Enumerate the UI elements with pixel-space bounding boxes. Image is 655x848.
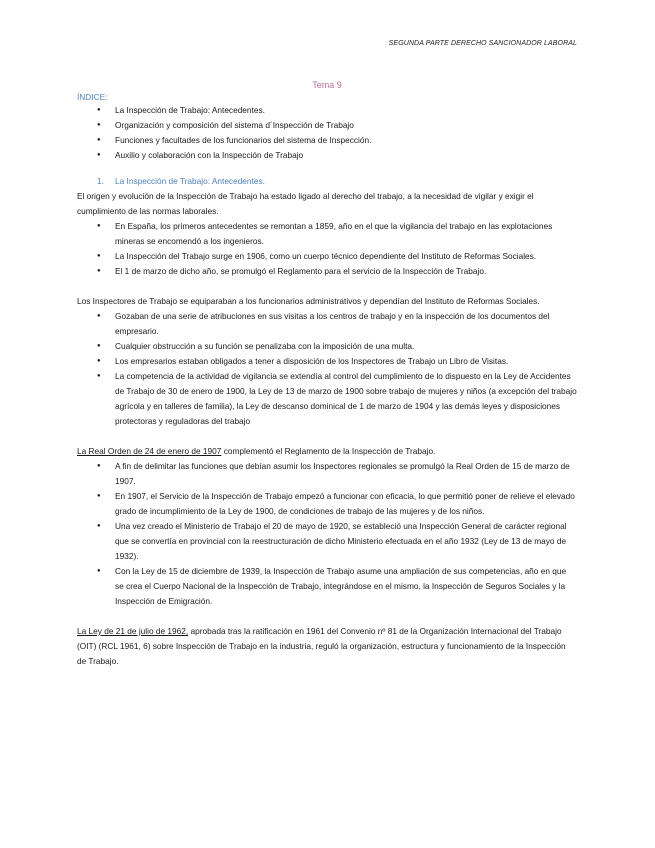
list-item: ● Con la Ley de 15 de diciembre de 1939, la Inspección de Trabajo asume una ampliación de sus competencias, año en que se crea el Cuerpo Nacional de la Inspección de Trabajo, integrándose en el mismo, la Inspección de Seguros Sociales y la Inspección de Emigración.	[77, 564, 577, 609]
document-body	[77, 79, 577, 669]
list-item: ● Los empresarios estaban obligados a tener a disposición de los Inspectores de Trabajo un Libro de Visitas.	[77, 354, 577, 369]
index-item: ● La Inspección de Trabajo: Antecedentes.	[77, 103, 577, 118]
underlined-reference: La Real Orden de 24 de enero de 1907	[77, 446, 222, 456]
index-item: ● Funciones y facultades de los funcionarios del sistema de Inspección.	[77, 133, 577, 148]
running-header: SEGUNDA PARTE DERECHO SANCIONADOR LABORAL	[388, 40, 577, 47]
index-item: ● Auxilio y colaboración con la Inspección de Trabajo	[77, 148, 577, 163]
bullet-list-1	[77, 219, 577, 279]
list-item: ● En 1907, el Servicio de la Inspección de Trabajo empezó a funcionar con eficacia, lo que permitió poner de relieve el elevado grado de incumplimiento de la Ley de 1900, de condiciones de trabajo de las mujeres y de los niños.	[77, 489, 577, 519]
list-item: ● En España, los primeros antecedentes se remontan a 1859, año en el que la vigilancia del trabajo en las explotaciones mineras se encomendó a los ingenieros.	[77, 219, 577, 249]
paragraph-ley-1962	[77, 624, 577, 669]
paragraph-inspectors: Los Inspectores de Trabajo se equiparaban a los funcionarios administrativos y dependían del Instituto de Reformas Sociales.	[77, 296, 540, 306]
paragraph-text: aprobada tras la ratificación en 1961 del Convenio nº 81 de la Organización Internacional del Trabajo (OIT) (RCL 1961, 6) sobre Inspección de Trabajo en la industria, reguló la organización, estructura y funcionamiento de la Inspección de Trabajo.	[77, 626, 566, 666]
section-number: 1.	[97, 176, 104, 186]
list-item: ● A fin de delimitar las funciones que debían asumir los Inspectores regionales se promulgó la Real Orden de 15 de marzo de 1907.	[77, 459, 577, 489]
list-item: ● El 1 de marzo de dicho año, se promulgó el Reglamento para el servicio de la Inspección de Trabajo.	[77, 264, 577, 279]
section-title: La Inspección de Trabajo: Antecedentes.	[115, 176, 265, 186]
list-item: ● Gozaban de una serie de atribuciones en sus visitas a los centros de trabajo y en la inspección de los documentos del empresario.	[77, 309, 577, 339]
paragraph-real-orden	[77, 444, 577, 459]
section-heading	[77, 174, 577, 189]
list-item: ● Cualquier obstrucción a su función se penalizaba con la imposición de una multa.	[77, 339, 577, 354]
bullet-list-3	[77, 459, 577, 609]
paragraph-text: complementó el Reglamento de la Inspección de Trabajo.	[221, 446, 436, 456]
list-item: ● La Inspección del Trabajo surge en 1906, como un cuerpo técnico dependiente del Instituto de Reformas Sociales.	[77, 249, 577, 264]
index-list	[77, 103, 577, 163]
bullet-list-2	[77, 309, 577, 429]
list-item: ● Una vez creado el Ministerio de Trabajo el 20 de mayo de 1920, se estableció una Inspección General de carácter regional que se convertía en provincial con la reestructuración de dicho Ministerio efectuada en el año 1932 (Ley de 13 de mayo de 1932).	[77, 519, 577, 564]
underlined-reference: La Ley de 21 de julio de 1962,	[77, 626, 189, 636]
index-title: ÍNDICE:	[77, 92, 108, 102]
paragraph-intro: El origen y evolución de la Inspección de Trabajo ha estado ligado al derecho del trabajo, a la necesidad de vigilar y exigir el cumplimiento de las normas laborales.	[77, 191, 534, 216]
list-item: ● La competencia de la actividad de vigilancia se extendía al control del cumplimiento de lo dispuesto en la Ley de Accidentes de Trabajo de 30 de enero de 1900, la Ley de 13 de marzo de 1900 sobre trabajo de mujeres y niños (a excepción del trabajo agrícola y en talleres de familia), la Ley de descanso dominical de 1 de marzo de 1904 y las demás leyes y disposiciones protectoras y reguladoras del trabajo	[77, 369, 577, 429]
chapter-title: Tema 9	[312, 80, 342, 90]
index-item: ● Organización y composición del sistema d´Inspección de Trabajo	[77, 118, 577, 133]
